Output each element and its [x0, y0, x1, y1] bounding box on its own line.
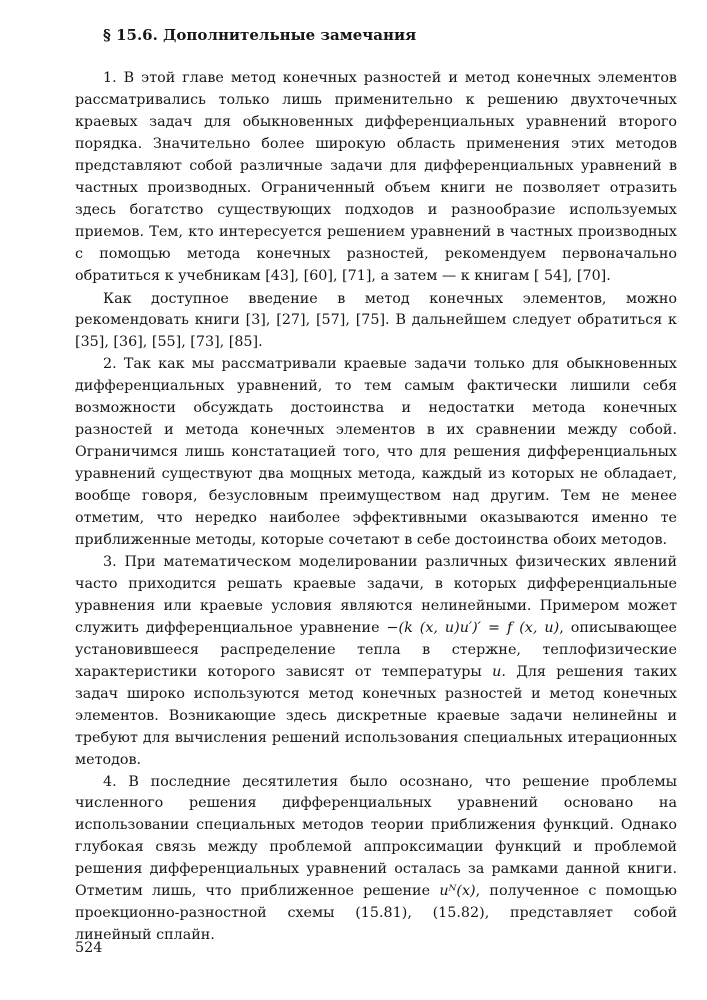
- paragraph-2: 2. Так как мы рассматривали краевые задачи только для обыкновенных дифференциальных уравнений, то тем самым фактически лишили себя возможности обсуждать достоинства и недостатки метода конечных разностей и метода конечных элементов в их сравнении между собой. Ограничимся лишь констатацией того, что для решения дифференциальных уравнений существуют два мощных метода, каждый из которых не обладает, вообще говоря, безусловным преимуществом над другим. Тем не менее отметим, что нередко наиболее эффективными оказываются именно те приближенные методы, которые сочетают в себе достоинства обоих методов.: [75, 356, 677, 549]
- equation-approx-solution: uᴺ(x): [439, 883, 476, 900]
- paragraph-4-text-b: , полученное с помощью проекционно-разностной схемы (15.81), (15.82), представляет собой линейный сплайн.: [75, 883, 677, 944]
- paragraph-4: [75, 772, 677, 948]
- paragraph-3-text-b: , описывающее установившееся распределение тепла в стержне, теплофизические характеристики которого зависят от температуры: [75, 619, 678, 680]
- equation-heat: −(k (x, u)u′)′ = f (x, u): [386, 619, 560, 636]
- paragraph-3-text-c: . Для решения таких задач широко используются метод конечных разностей и метод конечных элементов. Возникающие здесь дискретные краевые задачи нелинейны и требуют для вычисления решений использования специальных итерационных методов.: [75, 663, 677, 768]
- variable-u: u: [492, 663, 502, 680]
- page-number: 524: [75, 940, 103, 956]
- body-text: [75, 68, 677, 947]
- paragraph-recommendations: Как доступное введение в метод конечных элементов, можно рекомендовать книги [3], [27], [57], [75]. В дальнейшем следует обратиться к [35], [36], [55], [73], [85].: [75, 290, 677, 351]
- paragraph-1: 1. В этой главе метод конечных разностей и метод конечных элементов рассматривались только лишь применительно к решению двухточечных краевых задач для обыкновенных дифференциальных уравнений второго порядка. Значительно более широкую область применения этих методов представляют собой различные задачи для дифференциальных уравнений в частных производных. Ограниченный объем книги не позволяет отразить здесь богатство существующих подходов и разнообразие используемых приемов. Тем, кто интересуется решением уравнений в частных производных с помощью метода конечных разностей, рекомендуем первоначально обратиться к учебникам [43], [60], [71], а затем — к книгам [ 54], [70].: [75, 70, 677, 284]
- paragraph-3: [75, 552, 677, 772]
- section-heading: § 15.6. Дополнительные замечания: [103, 26, 417, 44]
- paragraph-3-text-a: 3. При математическом моделировании различных физических явлений часто приходится решать краевые задачи, в которых дифференциальные уравнения или краевые условия являются нелинейными. Примером может служить дифференциальное уравнение: [75, 553, 677, 636]
- paragraph-4-text-a: 4. В последние десятилетия было осознано, что решение проблемы численного решения дифференциальных уравнений основано на использовании специальных методов теории приближения функций. Однако глубокая связь между проблемой аппроксимации функций и проблемой решения дифференциальных уравнений осталась за рамками данной книги. Отметим лишь, что приближенное решение: [75, 773, 677, 900]
